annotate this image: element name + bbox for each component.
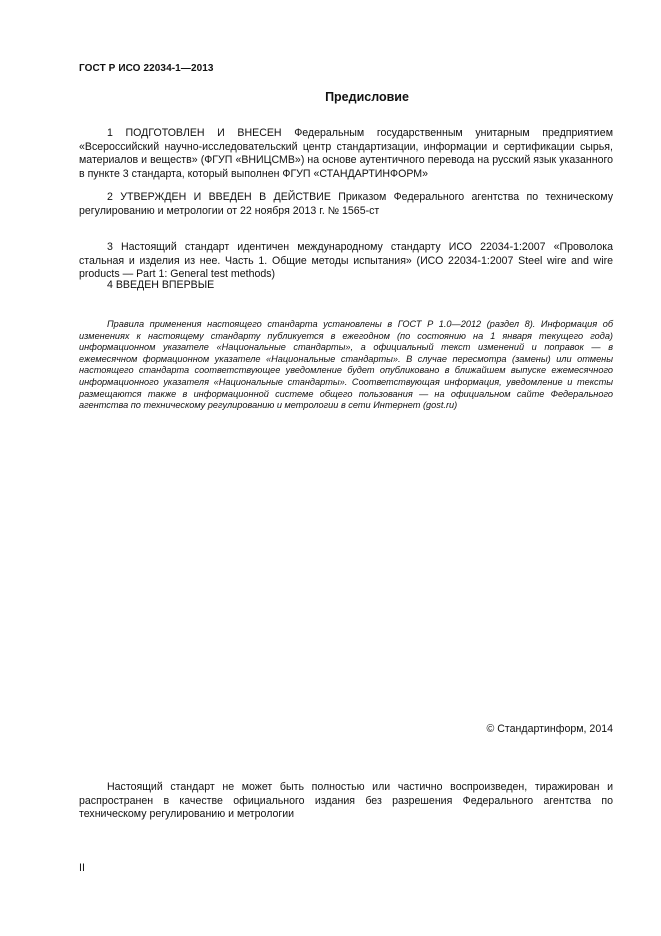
page-title: Предисловие [325,90,409,104]
document-number: ГОСТ Р ИСО 22034-1—2013 [79,63,214,74]
copyright: © Стандартинформ, 2014 [486,723,613,735]
usage-note: Правила применения настоящего стандарта установлены в ГОСТ Р 1.0—2012 (раздел 8). Информация об изменениях к настоящему стандарту публикуется в ежегодном (по состоянию на 1 января текущего года) информационном указателе «Национальные стандарты», а официальный текст изменений и поправок — в ежемесячном формационном указателе «Национальные стандарты». В случае пересмотра (замены) или отмены настоящего стандарта соответствующее уведомление будет опубликовано в ближайшем выпуске ежемесячного информационного указателя «Национальные стандарты». Соответствующая информация, уведомление и тексты размещаются также в информационной системе общего пользования — на официальном сайте Федерального агентства по техническому регулированию и метрологии в сети Интернет (gost.ru) [79,319,613,411]
paragraph-2: 2 УТВЕРЖДЕН И ВВЕДЕН В ДЕЙСТВИЕ Приказом Федерального агентства по техническому регулированию и метрологии от 22 ноября 2013 г. № 1565-ст [79,191,613,217]
paragraph-3: 3 Настоящий стандарт идентичен международному стандарту ИСО 22034-1:2007 «Проволока стальная и изделия из нее. Часть 1. Общие методы испытания» (ИСО 22034-1:2007 Steel wire and wire products — Part 1: General test methods) [79,241,613,280]
paragraph-1: 1 ПОДГОТОВЛЕН И ВНЕСЕН Федеральным государственным унитарным предприятием «Всероссийский научно-исследовательский центр стандартизации, информации и сертификации сырья, материалов и веществ» (ФГУП «ВНИЦСМВ») на основе аутентичного перевода на русский язык указанного в пункте 3 стандарта, который выполнен ФГУП «СТАНДАРТИНФОРМ» [79,127,613,180]
paragraph-4: 4 ВВЕДЕН ВПЕРВЫЕ [107,279,215,291]
reproduction-notice: Настоящий стандарт не может быть полностью или частично воспроизведен, тиражирован и распространен в качестве официального издания без разрешения Федерального агентства по техническому регулированию и метрологии [79,781,613,820]
page-number: II [79,862,85,874]
